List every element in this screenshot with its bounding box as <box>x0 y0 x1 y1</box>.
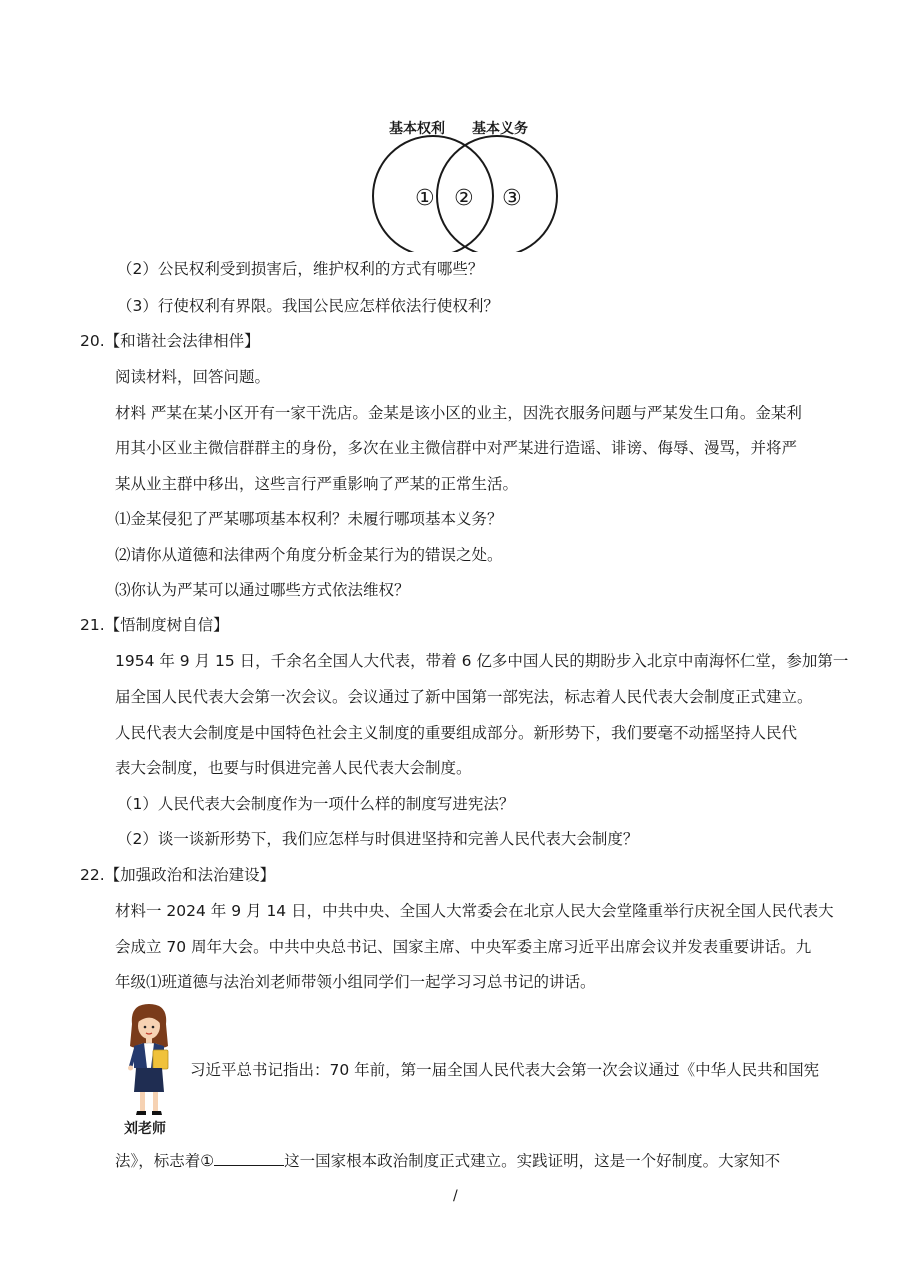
q21-line4: 表大会制度，也要与时俱进完善人民代表大会制度。 <box>115 759 472 777</box>
teacher-illustration <box>118 1002 182 1142</box>
q20-sub2: ⑵请你从道德和法律两个角度分析金某行为的错误之处。 <box>115 546 503 564</box>
q22-speech-line2-start: 法》，标志着① <box>115 1152 215 1170</box>
q21-sub1: （1）人民代表大会制度作为一项什么样的制度写进宪法？ <box>117 795 515 813</box>
q22-speech-line1: 习近平总书记指出：70 年前，第一届全国人民代表大会第一次会议通过《中华人民共和国宪 <box>190 1061 820 1079</box>
teacher-name-label: 刘老师 <box>124 1121 166 1137</box>
q20-intro: 阅读材料，回答问题。 <box>115 368 271 386</box>
q21-line1: 1954 年 9 月 15 日，千余名全国人大代表，带着 6 亿多中国人民的期盼步入北京中南海怀仁堂，参加第一 <box>115 652 849 670</box>
venn-region-1: ① <box>415 186 435 211</box>
page-marker: / <box>453 1188 458 1204</box>
venn-label-duties: 基本义务 <box>472 121 528 137</box>
q19-sub2: （2）公民权利受到损害后，维护权利的方式有哪些？ <box>117 260 484 278</box>
teacher-figure-icon <box>118 1002 182 1117</box>
fill-in-blank-1[interactable] <box>214 1150 284 1166</box>
q20-material-line1: 材料 严某在某小区开有一家干洗店。金某是该小区的业主，因洗衣服务问题与严某发生口角。金某利 <box>115 404 802 422</box>
venn-label-rights: 基本权利 <box>389 121 445 137</box>
q21-title: 21.【悟制度树自信】 <box>80 616 229 634</box>
q21-line3: 人民代表大会制度是中国特色社会主义制度的重要组成部分。新形势下，我们要毫不动摇坚持人民代 <box>115 724 798 742</box>
q21-line2: 届全国人民代表大会第一次会议。会议通过了新中国第一部宪法，标志着人民代表大会制度正式建立。 <box>115 688 813 706</box>
q21-sub2: （2）谈一谈新形势下，我们应怎样与时俱进坚持和完善人民代表大会制度？ <box>117 830 639 848</box>
q20-title: 20.【和谐社会法律相伴】 <box>80 332 260 350</box>
q22-title: 22.【加强政治和法治建设】 <box>80 866 276 884</box>
q22-material-line1: 材料一 2024 年 9 月 14 日，中共中央、全国人大常委会在北京人民大会堂隆重举行庆祝全国人民代表大 <box>115 902 834 920</box>
q22-speech-line2 <box>115 1150 780 1171</box>
q19-sub3: （3）行使权利有界限。我国公民应怎样依法行使权利？ <box>117 297 499 315</box>
q22-material-line2: 会成立 70 周年大会。中共中央总书记、国家主席、中央军委主席习近平出席会议并发表重要讲话。九 <box>115 938 812 956</box>
q22-speech-line2-end: 这一国家根本政治制度正式建立。实践证明，这是一个好制度。大家知不 <box>284 1152 781 1170</box>
venn-diagram <box>360 112 570 252</box>
q20-material-line3: 某从业主群中移出，这些言行严重影响了严某的正常生活。 <box>115 475 519 493</box>
venn-region-3: ③ <box>502 186 522 211</box>
q20-sub3: ⑶你认为严某可以通过哪些方式依法维权？ <box>115 581 410 599</box>
venn-region-2: ② <box>454 186 474 211</box>
q20-sub1: ⑴金某侵犯了严某哪项基本权利？未履行哪项基本义务？ <box>115 510 503 528</box>
q22-material-line3: 年级⑴班道德与法治刘老师带领小组同学们一起学习习总书记的讲话。 <box>115 973 596 991</box>
q20-material-line2: 用其小区业主微信群群主的身份，多次在业主微信群中对严某进行造谣、诽谤、侮辱、漫骂，并将严 <box>115 439 798 457</box>
